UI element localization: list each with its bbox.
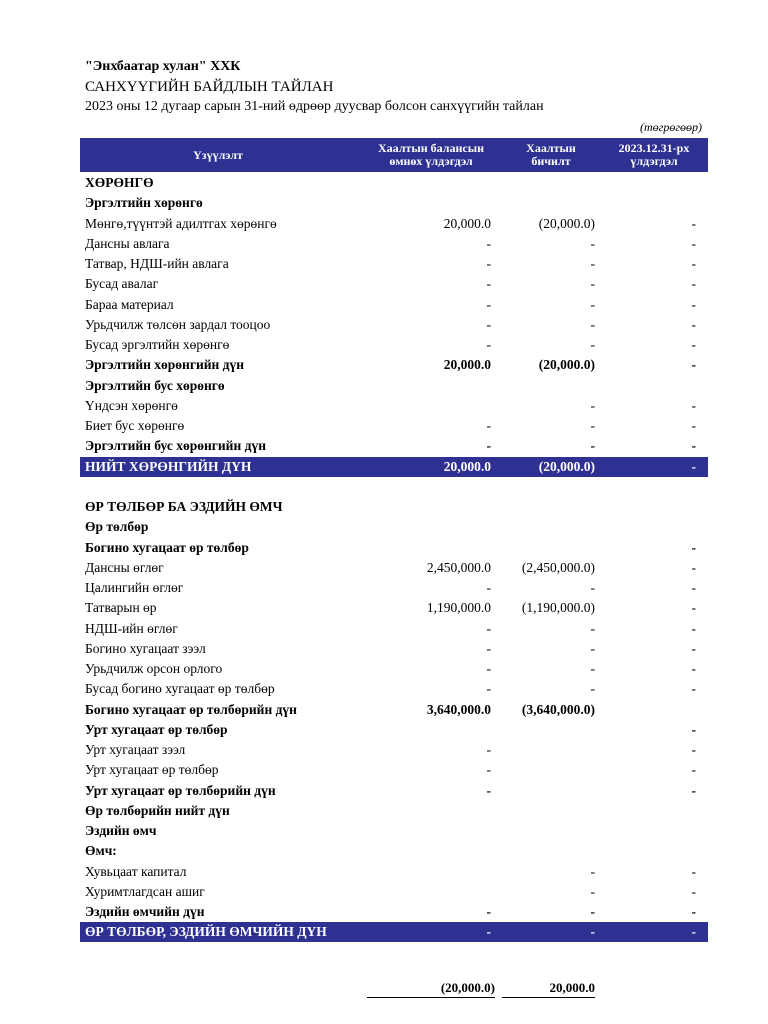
col-end-line1: 2023.12.31-рх [618,141,690,155]
value-closing-entry: (20,000.0) [538,215,595,231]
value-end-balance: - [691,397,696,413]
value-before-closing: 20,000.0 [443,458,491,474]
col-end-line2: үлдэгдэл [630,154,678,168]
value-end-balance: - [691,418,696,433]
table-row [80,274,708,294]
row-label: Урьдчилж төлсөн зардал тооцоо [85,316,271,332]
table-row [80,902,708,922]
row-label: Үндсэн хөрөнгө [85,397,178,413]
value-before-closing: - [486,235,491,251]
col-before-line1: Хаалтын балансын [377,141,485,155]
value-closing-entry: - [590,256,595,271]
row-label: Урт хугацаат өр төлбөр [85,762,219,778]
row-label: Урт хугацаат өр төлбөрийн дүн [85,782,276,798]
row-label: ӨР ТӨЛБӨР БА ЭЗДИЙН ӨМЧ [85,499,283,514]
value-before-closing: - [486,904,491,919]
row-label: ӨР ТӨЛБӨР, ЭЗДИЙН ӨМЧИЙН ДҮН [85,924,327,940]
table-row [80,396,708,416]
value-closing-entry: - [590,580,595,595]
value-closing-entry: (3,640,000.0) [521,701,595,717]
value-end-balance: - [691,559,696,575]
value-closing-entry: - [590,620,595,636]
value-before-closing: - [486,296,491,312]
row-label: Богино хугацаат өр төлбөрийн дүн [85,701,297,717]
table-row [80,841,708,861]
value-closing-entry: - [590,296,595,312]
row-label: Бусад эргэлтийн хөрөнгө [85,337,230,352]
value-closing-entry: (20,000.0) [538,357,595,373]
row-label: Цалингийн өглөг [85,580,184,595]
value-end-balance: - [691,296,696,312]
value-end-balance: - [691,924,696,940]
value-end-balance: - [691,215,696,231]
value-before-closing: 3,640,000.0 [426,701,491,717]
value-before-closing: - [486,640,491,656]
table-row [80,295,708,315]
value-closing-entry: - [590,681,595,697]
row-label: Хувьцаат капитал [85,863,187,879]
value-end-balance: - [691,276,696,292]
table-row [80,497,708,517]
table-row [80,679,708,699]
col-closing-line1: Хаалтын [526,141,576,155]
value-before-closing: - [486,681,491,697]
row-label: Урьдчилж орсон орлого [85,661,223,676]
table-row [80,922,708,942]
row-label: НДШ-ийн өглөг [85,620,178,636]
table-row [80,558,708,578]
row-label: Урт хугацаат өр төлбөр [85,721,228,737]
row-label: ХӨРӨНГӨ [85,175,154,190]
col-closing-line2: бичилт [531,154,571,168]
col-before-closing-header [356,138,506,172]
value-before-closing: - [486,418,491,433]
value-closing-entry: (20,000.0) [538,458,595,474]
value-end-balance: - [691,539,696,555]
value-end-balance: - [691,337,696,352]
col-end-balance-header [600,138,708,172]
row-label: НИЙТ ХӨРӨНГИЙН ДҮН [85,458,252,474]
row-label: Эргэлтийн хөрөнгө [85,195,203,211]
value-closing-entry: - [590,438,595,454]
value-closing-entry: - [590,418,595,433]
value-end-balance: - [691,458,696,474]
table-row [80,720,708,740]
value-end-balance: - [691,721,696,737]
table-row [80,457,708,477]
table-row [80,436,708,456]
row-label: Дансны өглөг [85,559,164,575]
table-row [80,376,708,396]
currency-unit: (төгрөгөөр) [639,120,702,134]
value-end-balance: - [691,640,696,656]
table-row [80,700,708,720]
table-row [80,416,708,436]
row-label: Бусад богино хугацаат өр төлбөр [85,681,275,697]
value-end-balance: - [691,357,696,373]
value-before-closing: 20,000.0 [443,215,491,231]
value-end-balance: - [691,762,696,778]
value-end-balance: - [691,256,696,271]
row-label: Богино хугацаат зээл [85,640,206,656]
col-before-line2: өмнөх үлдэгдэл [389,154,473,168]
value-closing-entry: - [590,863,595,879]
row-label: Бусад авалаг [85,276,159,292]
table-header [80,138,708,172]
row-label: Бараа материал [85,296,174,312]
value-closing-entry: - [590,397,595,413]
table-row [80,659,708,679]
value-closing-entry: - [590,276,595,292]
row-label: Өр төлбөрийн нийт дүн [85,802,230,818]
value-end-balance: - [691,904,696,919]
row-label: Хуримтлагдсан ашиг [85,883,205,899]
row-label: Дансны авлага [85,235,170,251]
col-closing-entry-header [506,138,596,172]
value-closing-entry: (1,190,000.0) [521,600,595,616]
value-before-closing: 1,190,000.0 [426,600,491,616]
table-row [80,234,708,254]
value-closing-entry: - [590,904,595,919]
row-label: Эздийн өмч [85,823,157,838]
value-end-balance: - [691,600,696,616]
value-before-closing: - [486,337,491,352]
value-closing-entry: - [590,640,595,656]
col-item-header: Үзүүлэлт [193,147,243,162]
table-row [80,335,708,355]
value-before-closing: - [486,924,491,940]
table-row [80,173,708,193]
value-before-closing: - [486,316,491,332]
value-closing-entry: (2,450,000.0) [521,559,595,575]
value-before-closing: - [486,762,491,778]
value-end-balance: - [691,580,696,595]
report-subtitle: 2023 оны 12 дугаар сарын 31-ний өдрөөр дуусвар болсон санхүүгийн тайлан [85,99,544,114]
value-closing-entry: - [590,661,595,676]
row-label: Биет бус хөрөнгө [85,418,185,433]
value-before-closing: - [486,742,491,757]
value-end-balance: - [691,235,696,251]
value-closing-entry: - [590,883,595,899]
value-end-balance: - [691,620,696,636]
row-label: Эргэлтийн бус хөрөнгө [85,377,225,393]
report-title: САНХҮҮГИЙН БАЙДЛЫН ТАЙЛАН [85,79,334,95]
value-end-balance: - [691,883,696,899]
row-label: Мөнгө,түүнтэй адилтгах хөрөнгө [85,215,277,231]
table-row [80,882,708,902]
table-row [80,619,708,639]
row-label: Богино хугацаат өр төлбөр [85,539,249,555]
footer-total-closing: 20,000.0 [502,980,595,998]
table-row [80,760,708,780]
value-end-balance: - [691,742,696,757]
row-label: Өр төлбөр [85,519,149,535]
table-row [80,781,708,801]
table-row [80,538,708,558]
value-end-balance: - [691,316,696,332]
table-row [80,821,708,841]
row-label: Өмч: [85,843,117,859]
table-row [80,598,708,618]
table-row [80,214,708,234]
table-row [80,801,708,821]
value-before-closing: - [486,620,491,636]
table-row [80,517,708,537]
table-row [80,639,708,659]
row-label: Татвар, НДШ-ийн авлага [85,256,229,271]
value-before-closing: - [486,276,491,292]
table-row [80,862,708,882]
value-before-closing: 20,000.0 [443,357,491,373]
value-before-closing: - [486,256,491,271]
row-label: Эргэлтийн хөрөнгийн дүн [85,357,245,373]
value-end-balance: - [691,782,696,798]
value-end-balance: - [691,438,696,454]
table-row [80,254,708,274]
value-closing-entry: - [590,316,595,332]
value-end-balance: - [691,863,696,879]
table-row [80,315,708,335]
footer-total-before: (20,000.0) [367,980,495,998]
table-row [80,355,708,375]
value-end-balance: - [691,661,696,676]
row-label: Эргэлтийн бус хөрөнгийн дүн [85,438,266,454]
table-row [80,477,708,497]
value-closing-entry: - [590,924,595,940]
table-row [80,740,708,760]
company-name: "Энхбаатар хулан" ХХК [85,59,241,74]
table-row [80,578,708,598]
row-label: Эздийн өмчийн дүн [85,904,205,919]
row-label: Урт хугацаат зээл [85,742,186,757]
value-before-closing: - [486,661,491,676]
table-row [80,193,708,213]
value-closing-entry: - [590,337,595,352]
row-label: Татварын өр [85,600,157,616]
value-before-closing: 2,450,000.0 [426,559,491,575]
value-before-closing: - [486,438,491,454]
value-end-balance: - [691,681,696,697]
value-before-closing: - [486,580,491,595]
value-before-closing: - [486,782,491,798]
value-closing-entry: - [590,235,595,251]
